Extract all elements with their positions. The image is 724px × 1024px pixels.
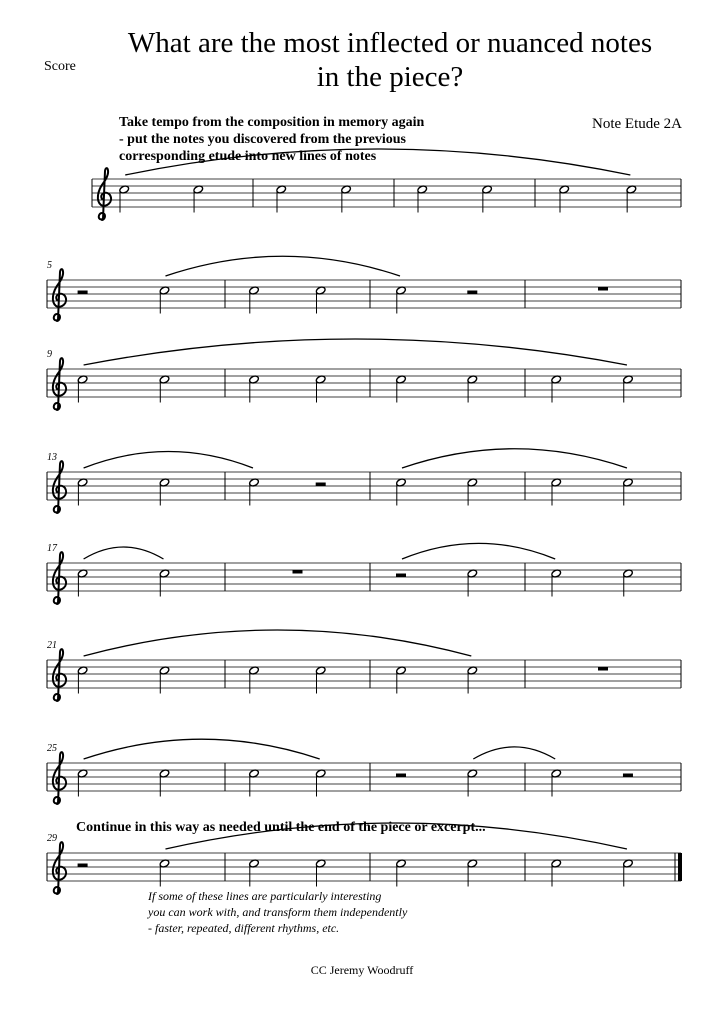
- slur: [84, 452, 253, 468]
- slur: [165, 256, 400, 276]
- slur: [402, 449, 627, 468]
- staff-system: [47, 543, 681, 604]
- whole-rest: [598, 287, 608, 291]
- staff-system: [47, 449, 681, 513]
- half-rest: [78, 864, 88, 868]
- half-rest: [396, 774, 406, 778]
- treble-clef-icon: [53, 358, 66, 410]
- staff-system: [47, 739, 681, 804]
- staff-system: [47, 630, 681, 701]
- treble-clef-icon: [53, 552, 66, 604]
- treble-clef-icon: [53, 461, 66, 513]
- continue-note: Continue in this way as needed until the end of the piece or excerpt...: [76, 820, 486, 835]
- half-rest: [396, 574, 406, 578]
- measure-number: 9: [47, 349, 52, 360]
- final-barline-thick: [678, 853, 682, 881]
- instructions-line-2: - put the notes you discovered from the previous: [119, 132, 406, 147]
- treble-clef-icon: [98, 168, 111, 220]
- whole-rest: [598, 667, 608, 671]
- half-rest: [467, 291, 477, 295]
- slur: [473, 747, 555, 759]
- instructions-line-3: corresponding etude into new lines of notes: [119, 149, 377, 164]
- page-title-line-2: in the piece?: [316, 61, 464, 93]
- treble-clef-icon: [53, 649, 66, 701]
- measure-number: 21: [47, 640, 57, 651]
- copyright: CC Jeremy Woodruff: [310, 963, 414, 977]
- treble-clef-icon: [53, 752, 66, 804]
- score-label: Score: [44, 59, 76, 74]
- slur: [84, 630, 472, 656]
- half-rest: [623, 774, 633, 778]
- half-rest: [78, 291, 88, 295]
- measure-number: 5: [47, 260, 52, 271]
- measure-number: 29: [47, 833, 57, 844]
- half-rest: [316, 483, 326, 487]
- slur: [125, 149, 630, 175]
- performance-note-line-1: If some of these lines are particularly interesting: [148, 889, 382, 903]
- staff-system: [92, 149, 681, 220]
- staff-system: [47, 339, 681, 410]
- performance-note: [148, 888, 407, 936]
- measure-number: 25: [47, 743, 57, 754]
- performance-note-line-3: - faster, repeated, different rhythms, etc.: [148, 921, 340, 935]
- slur: [402, 543, 555, 559]
- whole-rest: [293, 570, 303, 574]
- page-title-line-1: What are the most inflected or nuanced notes: [127, 27, 653, 59]
- etude-name: Note Etude 2A: [592, 116, 682, 132]
- measure-number: 13: [47, 452, 57, 463]
- slur: [84, 547, 164, 559]
- performance-note-line-2: you can work with, and transform them independently: [148, 905, 408, 919]
- staff-system: [47, 256, 681, 321]
- measure-number: 17: [47, 543, 57, 554]
- slur: [84, 339, 627, 365]
- treble-clef-icon: [53, 269, 66, 321]
- treble-clef-icon: [53, 842, 66, 894]
- instructions-line-1: Take tempo from the composition in memory again: [119, 115, 425, 130]
- slur: [84, 739, 320, 759]
